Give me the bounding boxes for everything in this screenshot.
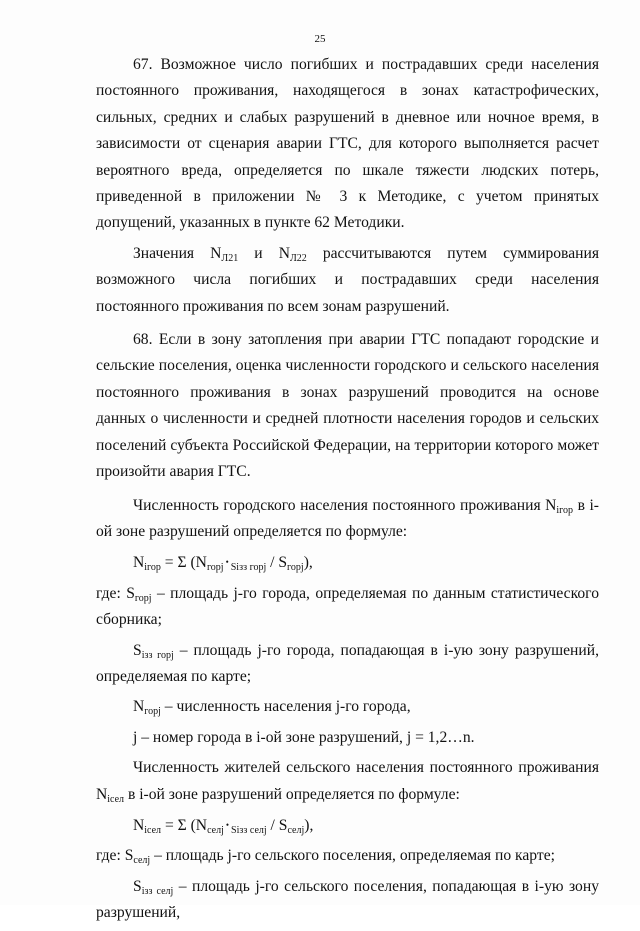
rural-where-definition (96, 843, 599, 869)
urban-n-definition (96, 694, 599, 720)
multiply-dot: • (225, 819, 230, 830)
text-fragment: S (133, 641, 142, 659)
multiply-dot: • (225, 557, 229, 568)
formula-symbol: N (133, 554, 145, 572)
formula-symbol: / S (266, 554, 288, 572)
text-fragment: – площадь j-го сельского поселения, определяемая по карте; (150, 847, 555, 865)
formula-symbol: / S (266, 816, 288, 834)
text-fragment: – численность населения j-го города, (160, 698, 411, 716)
urban-where-definition (96, 581, 599, 634)
text-fragment: N (133, 698, 145, 716)
text-fragment: – площадь j-го города, определяемая по данным статистического сборника; (96, 584, 599, 629)
text-fragment: рассчитываются путем суммирования возможного числа погибших и пострадавших среди населения постоянного проживания по всем зонам разрушений. (96, 244, 599, 315)
text-fragment: – площадь j-го сельского поселения, попадающая в i-ую зону разрушений, (96, 877, 599, 922)
text-fragment: и N (238, 244, 290, 262)
text-fragment: Значения N (133, 244, 222, 262)
page-number: 25 (314, 33, 326, 45)
subscript: горj (134, 592, 152, 604)
subscript: Siзз горj (230, 562, 267, 574)
formula-symbol: = Σ (N (160, 554, 207, 572)
formula-symbol: N (133, 816, 145, 834)
subscript: селj (207, 824, 224, 836)
urban-j-definition: j – номер города в i-ой зоне разрушений, j = 1,2…n. (133, 728, 475, 746)
text-fragment: – площадь j-го города, попадающая в i-ую зону разрушений, определяемая по карте; (96, 641, 599, 685)
formula-symbol: = Σ (N (161, 816, 208, 834)
rural-s-definition (96, 874, 599, 927)
paragraph-68: 68. Если в зону затопления при аварии ГТС попадают городские и сельские поселения, оценка численности городского и сельского населения постоянного проживания в зонах разрушений проводится на основе данных о численности и средней плотности населения городов и сельских поселений субъекта Российской Федерации, на территории которого может произойти авария ГТС. (96, 331, 599, 481)
text-fragment: в i-ой зоне разрушений определяется по формуле: (96, 496, 599, 540)
text-fragment: Численность жителей сельского населения постоянного проживания N (96, 759, 599, 803)
formula-symbol: ), (303, 554, 313, 572)
urban-population-intro (96, 493, 599, 546)
subscript: горj (144, 706, 161, 718)
subscript: iгор (144, 562, 161, 574)
subscript: селj (287, 824, 305, 836)
subscript: селj (133, 855, 151, 867)
document-body (96, 52, 599, 931)
subscript: Л22 (289, 252, 307, 264)
subscript: горj (287, 562, 304, 574)
urban-population-formula (96, 549, 599, 576)
formula-symbol: ), (304, 816, 314, 834)
rural-population-intro (96, 755, 599, 808)
subscript: iзз горj (141, 649, 174, 661)
text-fragment: где: S (96, 847, 134, 865)
text-fragment: Численность городского населения постоянного проживания N (133, 496, 557, 514)
paragraph-67: 67. Возможное число погибших и пострадавших среди населения постоянного проживания, находящегося в зонах катастрофических, сильных, средних и слабых разрушений в дневное или ночное время, в зависимости от сценария аварии ГТС, для которого выполняется расчет вероятного вреда, определяется по шкале тяжести людских потерь, приведенной в приложении № 3 к Методике, с учетом принятых допущений, указанных в пункте 62 Методики. (96, 56, 599, 232)
subscript: горj (206, 562, 224, 574)
urban-s-definition (96, 638, 599, 691)
text-fragment: где: S (96, 584, 135, 602)
subscript: Л21 (221, 252, 239, 264)
subscript: Siзз селj (231, 824, 267, 836)
subscript: iсел (144, 824, 162, 836)
text-fragment: в i-ой зоне разрушений определяется по формуле: (124, 785, 460, 803)
paragraph-67-values (96, 241, 599, 320)
subscript: iсел (107, 793, 125, 805)
subscript: iгор (556, 504, 574, 516)
text-fragment: S (133, 877, 142, 895)
rural-population-formula (96, 812, 599, 839)
subscript: iзз селj (141, 885, 174, 897)
